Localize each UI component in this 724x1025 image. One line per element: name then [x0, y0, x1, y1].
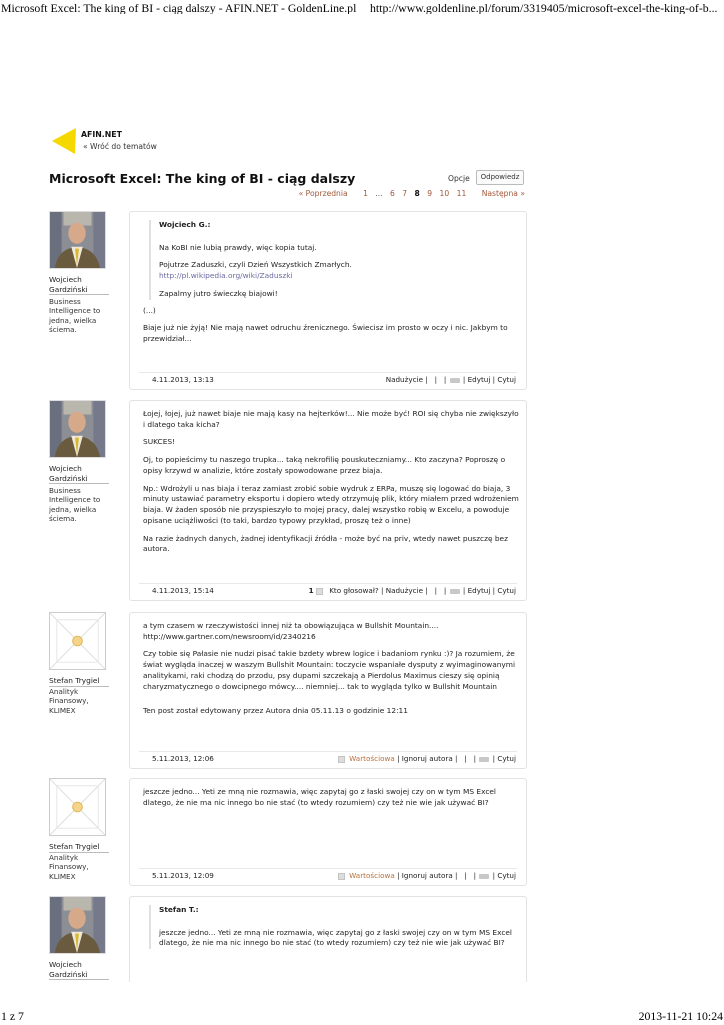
quote-link[interactable]: http://pl.wikipedia.org/wiki/Zaduszki [159, 271, 293, 281]
valuable-icon[interactable] [338, 873, 345, 880]
post-paragraph: jeszcze jedno... Yeti ze mną nie rozmawia, więc zapytaj go z łaski swojej czy on w tym MS Excel dlatego, że nie ma nic innego bo nie stać (to wtedy rozumiem) czy też nie wie jak używać BI? [143, 787, 496, 807]
pagination-page-11[interactable]: 11 [456, 189, 467, 198]
separator: | [443, 586, 447, 595]
print-datetime: 2013-11-21 10:24 [638, 1009, 723, 1023]
separator: | [464, 754, 467, 763]
print-header [0, 0, 724, 14]
print-page-url: http://www.goldenline.pl/forum/3319405/microsoft-excel-the-king-of-b... [370, 1, 718, 14]
quote-line: Na KoBI nie lubią prawdy, więc kopia tutaj. [159, 242, 317, 252]
post-content [129, 400, 527, 601]
message-icon[interactable] [450, 378, 460, 383]
quote-line: Zapalmy jutro świeczkę biajowi! [159, 288, 278, 298]
quote-block [149, 220, 519, 300]
post-footer [139, 868, 517, 882]
print-page-title: Microsoft Excel: The king of BI - ciąg dalszy - AFIN.NET - GoldenLine.pl [1, 1, 357, 14]
separator: | [425, 586, 428, 595]
separator: | [380, 586, 384, 595]
post-paragraph: a tym czasem w rzeczywistości innej niż ta obowiązująca w Bullshit Mountain.... http://www.gartner.com/newsroom/id/2340216 [143, 621, 439, 641]
edit-link[interactable]: Edytuj [467, 375, 491, 384]
post-author [49, 896, 111, 979]
topic-title: Microsoft Excel: The king of BI - ciąg dalszy [49, 171, 356, 186]
quote-ellipsis: (...) [143, 305, 156, 315]
message-icon[interactable] [450, 589, 460, 594]
quote-author: Stefan T.: [159, 905, 199, 914]
separator: | [425, 375, 428, 384]
separator: | [434, 375, 437, 384]
quote-author: Wojciech G.: [159, 220, 211, 229]
separator: | [492, 375, 496, 384]
edit-note: Ten post został edytowany przez Autora dnia 05.11.13 o godzinie 12:11 [143, 706, 408, 716]
post-author [49, 211, 111, 335]
group-name[interactable]: AFIN.NET [81, 130, 122, 139]
separator: | [434, 586, 437, 595]
options-menu[interactable]: Opcje [448, 174, 470, 183]
vote-count: 1 [308, 586, 314, 595]
message-icon[interactable] [479, 757, 489, 762]
post-footer [139, 372, 517, 386]
post-actions [386, 375, 516, 385]
post-actions [309, 586, 516, 596]
author-name[interactable]: Wojciech Gardziński [49, 464, 109, 484]
quote-link[interactable]: Cytuj [497, 871, 516, 880]
author-headline: Business Intelligence to jedna, wielka ściema. [49, 297, 101, 335]
author-name[interactable]: Stefan Trygiel [49, 842, 109, 853]
post-body [143, 621, 519, 724]
avatar-placeholder-icon[interactable] [49, 778, 106, 836]
post-paragraph: Biaje już nie żyją! Nie mają nawet odruchu źrenicznego. Świecisz im prosto w oczy i nic. Jakbym to przewidział... [143, 323, 508, 344]
quote-link[interactable]: Cytuj [497, 754, 516, 763]
avatar[interactable] [49, 896, 106, 954]
quote-line: Pojutrze Zaduszki, czyli Dzień Wszystkich Zmarłych. [159, 260, 352, 270]
post-body [143, 220, 519, 352]
print-footer [0, 1008, 724, 1024]
author-headline: Analityk Finansowy, KLIMEX [49, 687, 89, 715]
separator: | [492, 586, 496, 595]
post-paragraph: Np.: Wdrożyli u nas biaja i teraz zamiast zrobić sobie wydruk z ERPa, muszę się logować do biaja, 3 minuty ustawiać parametry eksportu i dopiero wtedy otrzymuję plik, który miałem przed wdrożeniem biaja. W żaden sposób nie przyspieszyło to mojej pracy, dalej wszystko robię w Excelu, a powoduje opisane uciążliwości (to taki, bardzo typowy przykład, proszę też o inne) [143, 483, 519, 525]
post-timestamp: 4.11.2013, 15:14 [152, 586, 214, 595]
valuable-link[interactable]: Wartościowa [349, 871, 395, 880]
post-actions [336, 871, 516, 881]
post-content [129, 612, 527, 769]
author-name[interactable]: Wojciech Gardziński [49, 960, 109, 980]
print-page-number: 1 z 7 [1, 1009, 24, 1023]
post-body [143, 787, 519, 815]
post-timestamp: 5.11.2013, 12:09 [152, 871, 214, 880]
report-link[interactable]: Nadużycie [385, 375, 423, 384]
pagination-page-1[interactable]: 1 [363, 189, 368, 198]
post-paragraph: Oj, to popieścimy tu naszego trupka... taką nekrofilię pouskuteczniamy... Kto zaczyna? Poproszę o opisy krzywd w analizie, które zostały spowodowane przez biaja. [143, 455, 506, 475]
reply-button[interactable]: Odpowiedz [476, 170, 524, 185]
quote-line: jeszcze jedno... Yeti ze mną nie rozmawia, więc zapytaj go z łaski swojej czy on w tym MS Excel dlatego, że nie ma nic innego bo nie stać (to wtedy rozumiem) czy też nie wie jak używać BI? [159, 927, 512, 948]
separator: | [397, 754, 400, 763]
separator: | [443, 375, 447, 384]
separator: | [492, 871, 496, 880]
post-paragraph: Czy tobie się Pałasie nie nudzi pisać takie bzdety wbrew logice i badaniom rynku :)? Ja rozumiem, że świat wygląda inaczej w waszym Bullshit Mountain: toczycie wspaniałe dysputy z wyimaginowanymi analitykami, raki chodzą do przodu, psy dupami szczekają a Pierdolus Maximus cieszy się opinią charyzmatycznego o dowcipnego mówcy.... niemniej... tak to wygląda tylko w Bullshit Mountain [143, 649, 516, 691]
post-author [49, 400, 111, 524]
quote-block [149, 905, 519, 949]
pagination-ellipsis: ... [375, 189, 383, 198]
author-name[interactable]: Wojciech Gardziński [49, 275, 109, 295]
separator: | [473, 871, 477, 880]
valuable-link[interactable]: Wartościowa [349, 754, 395, 763]
avatar[interactable] [49, 400, 106, 458]
post-author [49, 778, 111, 881]
post-body [143, 409, 519, 562]
post-body [143, 905, 519, 956]
post-paragraph: SUKCES! [143, 437, 176, 447]
separator: | [462, 375, 466, 384]
ignore-author-link[interactable]: Ignoruj autora [401, 871, 453, 880]
post-actions [336, 754, 516, 764]
author-headline: Business Intelligence to jedna, wielka ściema. [49, 486, 101, 524]
back-to-topics-link[interactable]: « Wróć do tematów [83, 142, 157, 151]
afin-logo-icon[interactable] [51, 127, 77, 155]
pagination-prev[interactable]: « Poprzednia [298, 189, 348, 198]
message-icon[interactable] [479, 874, 489, 879]
valuable-icon[interactable] [338, 756, 345, 763]
author-headline: Analityk Finansowy, KLIMEX [49, 853, 89, 881]
separator: | [473, 754, 477, 763]
post-timestamp: 5.11.2013, 12:06 [152, 754, 214, 763]
pagination [294, 188, 525, 199]
avatar[interactable] [49, 211, 106, 269]
post-content [129, 778, 527, 886]
pagination-page-10[interactable]: 10 [439, 189, 450, 198]
pagination-page-9[interactable]: 9 [427, 189, 433, 198]
separator: | [455, 871, 458, 880]
pagination-page-current: 8 [414, 189, 420, 198]
separator: | [464, 871, 467, 880]
ignore-author-link[interactable]: Ignoruj autora [401, 754, 453, 763]
report-link[interactable]: Nadużycie [385, 586, 423, 595]
post-content [129, 211, 527, 390]
vote-up-icon[interactable] [316, 588, 323, 595]
post-paragraph: Na razie żadnych danych, żadnej identyfikacji źródła - może być na priv, wtedy nawet puszczę bez autora. [143, 533, 508, 554]
who-voted-link[interactable]: Kto głosował? [329, 586, 379, 595]
post-footer [139, 583, 517, 597]
separator: | [492, 754, 496, 763]
post-paragraph: Łojej, łojej, już nawet biaje nie mają kasy na hejterków!... Nie może być! ROI się chyba nie zwiększyło i dlatego taka kicha? [143, 409, 519, 429]
avatar-placeholder-icon[interactable] [49, 612, 106, 670]
post-footer [139, 751, 517, 765]
quote-link[interactable]: Cytuj [497, 586, 516, 595]
separator: | [462, 586, 466, 595]
quote-link[interactable]: Cytuj [497, 375, 516, 384]
pagination-page-6[interactable]: 6 [390, 189, 395, 198]
author-name[interactable]: Stefan Trygiel [49, 676, 109, 687]
separator: | [455, 754, 458, 763]
post-timestamp: 4.11.2013, 13:13 [152, 375, 214, 384]
pagination-next[interactable]: Następna » [481, 189, 525, 198]
edit-link[interactable]: Edytuj [467, 586, 491, 595]
separator: | [397, 871, 400, 880]
pagination-page-7[interactable]: 7 [402, 189, 408, 198]
post-content [129, 896, 527, 982]
post-author [49, 612, 111, 715]
